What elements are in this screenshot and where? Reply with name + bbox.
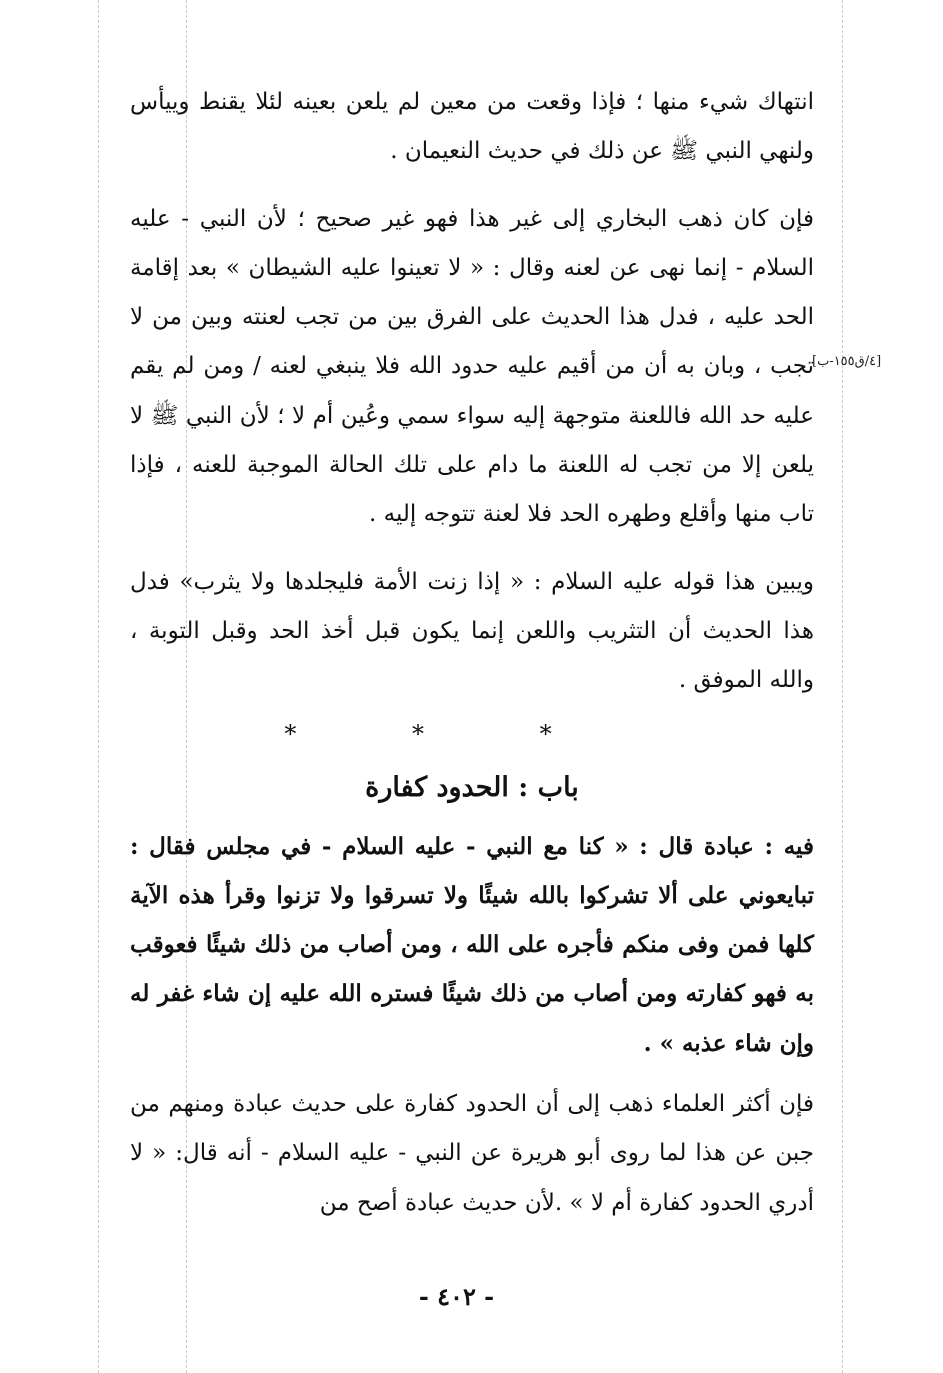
page-number: - ٤٠٢ - xyxy=(418,1282,495,1311)
section-separator-stars: * * * xyxy=(284,719,606,748)
manuscript-folio-note: [٤/ق١٥٥-ب] xyxy=(812,354,882,369)
chapter-heading: باب : الحدود كفارة xyxy=(365,771,579,803)
hadith-text: فيه : عبادة قال : « كنا مع النبي - عليه السلام - في مجلس فقال : تبايعوني على ألا تشركوا بالله شيئًا ولا تسرقوا ولا تزنوا وقرأ هذه الآية كلها فمن وفى منكم فأجره على الله ، ومن أصاب من ذلك شيئًا فعوقب به فهو كفارته ومن أصاب من ذلك شيئًا فستره الله عليه إن شاء غفر له وإن شاء عذبه » . xyxy=(130,832,814,1057)
scan-guide-line xyxy=(98,0,99,1373)
page-body xyxy=(130,78,814,1228)
scan-guide-line xyxy=(842,0,843,1373)
paragraph-4: فإن أكثر العلماء ذهب إلى أن الحدود كفارة على حديث عبادة ومنهم من جبن عن هذا لما روى أبو هريرة عن النبي - عليه السلام - أنه قال: « لا أدري الحدود كفارة أم لا » .لأن حديث عبادة أصح من xyxy=(130,1091,814,1216)
paragraph-3: ويبين هذا قوله عليه السلام : « إذا زنت الأمة فليجلدها ولا يثرب» فدل هذا الحديث أن التثريب واللعن إنما يكون قبل أخذ الحد وقبل التوبة ، والله الموفق . xyxy=(130,568,814,694)
paragraph-1: انتهاك شيء منها ؛ فإذا وقعت من معين لم يلعن بعينه لئلا يقنط وييأس ولنهي النبي ﷺ عن ذلك في حديث النعيمان . xyxy=(130,89,814,165)
paragraph-2: فإن كان ذهب البخاري إلى غير هذا فهو غير صحيح ؛ لأن النبي - عليه السلام - إنما نهى عن لعنه وقال : « لا تعينوا عليه الشيطان » بعد إقامة الحد عليه ، فدل هذا الحديث على الفرق بين من تجب لعنته وبين من لا تجب ، وبان به أن من أقيم عليه حدود الله فلا ينبغي لعنه / ومن لم يقم عليه حد الله فاللعنة متوجهة إليه سواء سمي وعُين أم لا ؛ لأن النبي ﷺ لا يلعن إلا من تجب له اللعنة ما دام على تلك الحالة الموجبة للعنه ، فإذا تاب منها وأقلع وطهره الحد فلا لعنة تتوجه إليه . xyxy=(130,205,814,528)
